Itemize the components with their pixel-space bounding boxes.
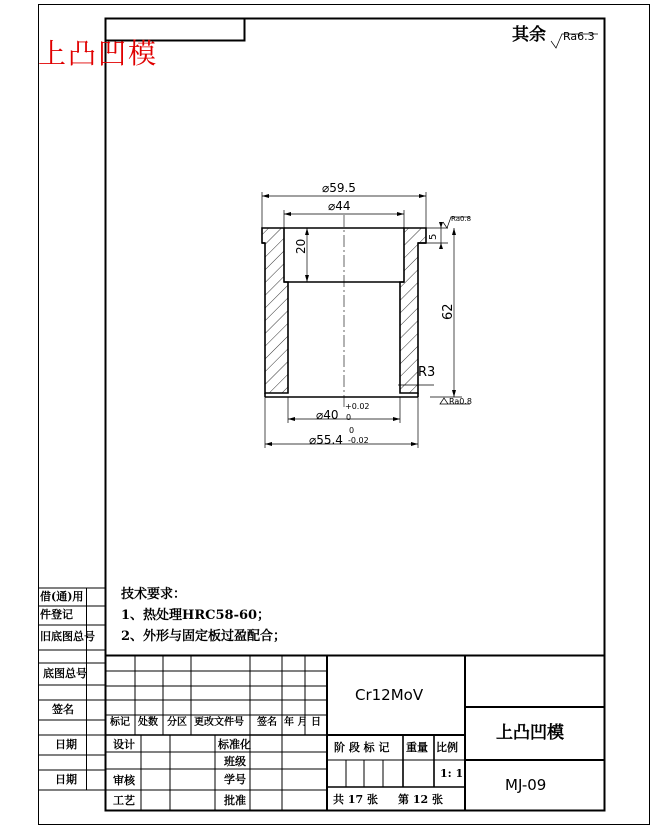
label-process: 工艺	[113, 794, 135, 807]
left-wall	[262, 228, 288, 393]
dim-bottom-inner-tol-low: 0	[346, 413, 352, 422]
label-approve: 批准	[224, 794, 246, 807]
material: Cr12MoV	[355, 686, 424, 704]
roughness-bottom: Ra0.8	[449, 397, 473, 406]
h-change: 更改文件号	[194, 717, 244, 728]
dim-bottom-inner: ⌀40	[316, 408, 339, 422]
label-team: 班级	[224, 755, 246, 768]
label-scale: 比例	[436, 741, 458, 754]
dimension-lines	[262, 34, 598, 448]
dim-top-inner: ⌀44	[328, 199, 351, 213]
side-borrow: 借(通)用	[40, 590, 84, 603]
part-name: 上凸凹模	[496, 723, 564, 743]
part-section	[262, 215, 426, 410]
tech-line-2: 2、外形与固定板过盈配合；	[121, 629, 287, 644]
roughness-other-label: 其余	[512, 25, 546, 45]
label-student-no: 学号	[224, 773, 246, 786]
side-register: 件登记	[40, 608, 73, 621]
dim-height: 62	[441, 303, 456, 320]
tech-line-1: 1、热处理HRC58-60；	[121, 608, 271, 623]
side-date-1: 日期	[55, 738, 77, 751]
dim-depth: 20	[294, 238, 308, 254]
label-weight: 重量	[406, 741, 428, 754]
dim-bottom-outer-tol-up: 0	[349, 426, 355, 435]
side-date-2: 日期	[55, 773, 77, 786]
label-standard: 标准化	[218, 738, 251, 751]
h-sign: 签名	[257, 717, 277, 728]
part-title-red: 上凸凹模	[38, 37, 159, 70]
h-count: 处数	[138, 717, 158, 728]
roughness-other-value: Ra6.3	[563, 30, 595, 43]
dim-flange: 5	[428, 233, 439, 240]
side-sign: 签名	[52, 703, 74, 716]
dim-top-outer: ⌀59.5	[322, 181, 356, 195]
label-check: 审核	[113, 774, 135, 787]
roughness-top: Ra0.8	[451, 215, 472, 223]
label-design: 设计	[113, 738, 135, 751]
dim-bottom-inner-tol: +0.02	[345, 402, 370, 411]
h-date: 年 月 日	[284, 717, 321, 728]
scale-value: 1: 1	[440, 767, 464, 780]
dim-bottom-outer: ⌀55.4	[309, 433, 343, 447]
drawing-number: MJ-09	[505, 776, 547, 794]
dim-radius: R3	[418, 365, 436, 380]
h-zone: 分区	[167, 717, 187, 728]
sheet-number: 第 12 张	[398, 793, 443, 806]
tech-heading: 技术要求：	[121, 587, 187, 602]
dim-bottom-outer-tol-low: -0.02	[348, 436, 369, 445]
label-stage: 阶 段 标 记	[334, 741, 390, 754]
h-mark: 标记	[110, 717, 130, 728]
side-old-base: 旧底图总号	[40, 630, 95, 643]
sheet-total: 共 17 张	[333, 793, 378, 806]
outer-border	[39, 5, 650, 825]
side-base: 底图总号	[43, 667, 87, 680]
